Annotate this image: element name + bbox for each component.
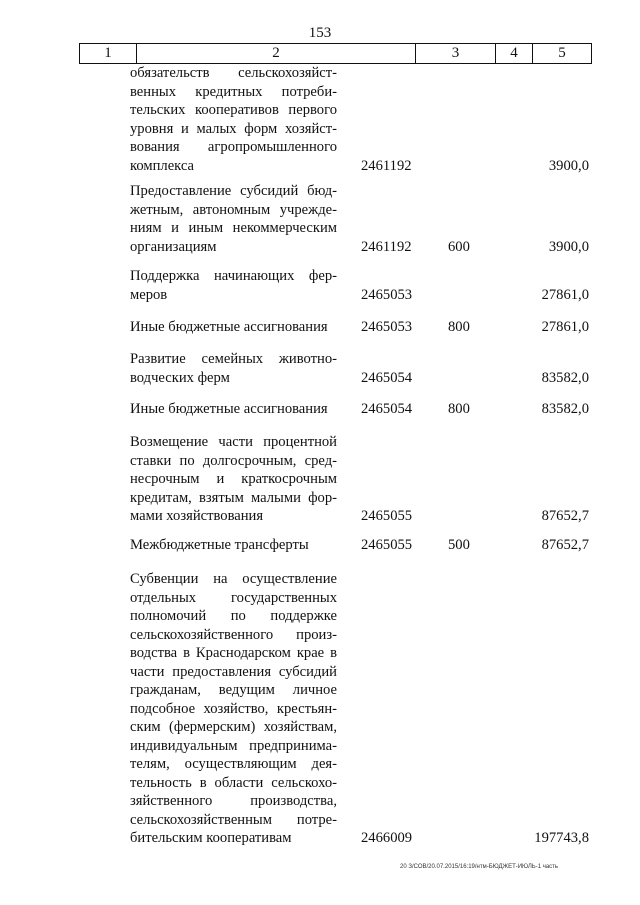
description-line: зяйственного производства, bbox=[130, 793, 337, 809]
header-col-5: 5 bbox=[532, 44, 591, 63]
row-expense-type: 800 bbox=[448, 401, 470, 417]
description-line: венных кредитных потреби- bbox=[130, 83, 337, 100]
description-line: Иные бюджетные ассигнования bbox=[130, 319, 328, 335]
row-expense-type: 800 bbox=[448, 319, 470, 335]
header-col-2: 2 bbox=[136, 44, 415, 63]
row-amount: 197743,8 bbox=[534, 830, 589, 846]
row-target-code: 2465054 bbox=[361, 369, 413, 386]
row-target-code: 2461192 bbox=[361, 157, 412, 174]
description-line: Межбюджетные трансферты bbox=[130, 537, 309, 553]
row-amount: 3900,0 bbox=[548, 157, 589, 174]
table-header-row bbox=[79, 43, 592, 64]
description-line: обязательств сельскохозяйст- bbox=[130, 65, 337, 81]
page-number: 153 bbox=[308, 25, 332, 41]
description-line: уровня и малых форм хозяйст- bbox=[130, 120, 337, 137]
row-description bbox=[130, 400, 337, 419]
row-target-code: 2465055 bbox=[361, 508, 413, 524]
description-line: ским (фермерским) хозяйствам, bbox=[130, 719, 337, 735]
description-line: индивидуальным предпринима- bbox=[130, 737, 337, 754]
row-description bbox=[130, 267, 337, 304]
description-line: Иные бюджетные ассигнования bbox=[130, 401, 328, 417]
description-line: водческих ферм bbox=[130, 369, 230, 386]
description-line: вования агропромышленного bbox=[130, 139, 337, 155]
header-col-4: 4 bbox=[495, 44, 532, 63]
description-line: организациям bbox=[130, 238, 217, 255]
row-amount: 83582,0 bbox=[541, 369, 589, 386]
row-description bbox=[130, 570, 337, 848]
row-amount: 87652,7 bbox=[541, 508, 589, 524]
description-line: несрочным и краткосрочным bbox=[130, 471, 337, 487]
row-description bbox=[130, 536, 337, 555]
table-row bbox=[130, 182, 589, 256]
description-line: Возмещение части процентной bbox=[130, 434, 337, 450]
table-row bbox=[130, 433, 589, 526]
table-row bbox=[130, 400, 589, 419]
row-expense-type: 600 bbox=[448, 238, 470, 255]
table-row bbox=[130, 64, 589, 175]
table-row bbox=[130, 350, 589, 387]
row-target-code: 2465053 bbox=[361, 286, 413, 303]
row-description bbox=[130, 182, 337, 256]
description-line: жетным, автономным учрежде- bbox=[130, 201, 337, 218]
footer-note: 20 З/СОВ/20.07.2015/16:19/нтм-БЮДЖЕТ-ИЮЛЬ-1 часть bbox=[400, 864, 559, 870]
description-line: части предоставления субсидий bbox=[130, 663, 337, 680]
description-line: Субвенции на осуществление bbox=[130, 571, 337, 587]
row-target-code: 2465054 bbox=[361, 401, 413, 417]
description-line: подсобное хозяйство, крестьян- bbox=[130, 700, 337, 717]
description-line: мами хозяйствования bbox=[130, 508, 264, 524]
row-target-code: 2465053 bbox=[361, 319, 413, 335]
header-col-3: 3 bbox=[415, 44, 495, 63]
row-target-code: 2465055 bbox=[361, 537, 413, 553]
description-line: ставки по долгосрочным, сред- bbox=[130, 452, 337, 469]
row-amount: 83582,0 bbox=[541, 401, 589, 417]
table-row bbox=[130, 536, 589, 555]
description-line: тельских кооперативов первого bbox=[130, 102, 337, 118]
row-amount: 3900,0 bbox=[548, 238, 589, 255]
row-expense-type: 500 bbox=[448, 537, 470, 553]
description-line: сельскохозяйственным потре- bbox=[130, 811, 337, 828]
row-description bbox=[130, 64, 337, 175]
table-row bbox=[130, 318, 589, 337]
description-line: водства в Краснодарском крае в bbox=[130, 645, 337, 661]
header-col-1: 1 bbox=[104, 45, 112, 61]
row-amount: 27861,0 bbox=[541, 286, 589, 303]
description-line: кредитам, взятым малыми фор- bbox=[130, 489, 337, 506]
row-description bbox=[130, 433, 337, 526]
description-line: Развитие семейных животно- bbox=[130, 351, 337, 367]
row-amount: 87652,7 bbox=[541, 537, 589, 553]
row-description bbox=[130, 350, 337, 387]
row-amount: 27861,0 bbox=[541, 319, 589, 335]
description-line: полномочий по поддержке bbox=[130, 608, 337, 624]
description-line: комплекса bbox=[130, 157, 195, 174]
row-target-code: 2466009 bbox=[361, 830, 413, 846]
description-line: Предоставление субсидий бюд- bbox=[130, 183, 337, 199]
description-line: телям, осуществляющим дея- bbox=[130, 756, 337, 772]
description-line: сельскохозяйственного произ- bbox=[130, 626, 337, 643]
row-target-code: 2461192 bbox=[361, 238, 412, 255]
table-row bbox=[130, 267, 589, 304]
description-line: меров bbox=[130, 286, 168, 303]
row-description bbox=[130, 318, 337, 337]
description-line: бительским кооперативам bbox=[130, 830, 292, 846]
description-line: гражданам, ведущим личное bbox=[130, 682, 337, 698]
description-line: ниям и иным некоммерческим bbox=[130, 220, 337, 236]
description-line: отдельных государственных bbox=[130, 589, 337, 606]
description-line: Поддержка начинающих фер- bbox=[130, 268, 337, 284]
table-row bbox=[130, 570, 589, 848]
description-line: тельность в области сельскохо- bbox=[130, 774, 337, 791]
